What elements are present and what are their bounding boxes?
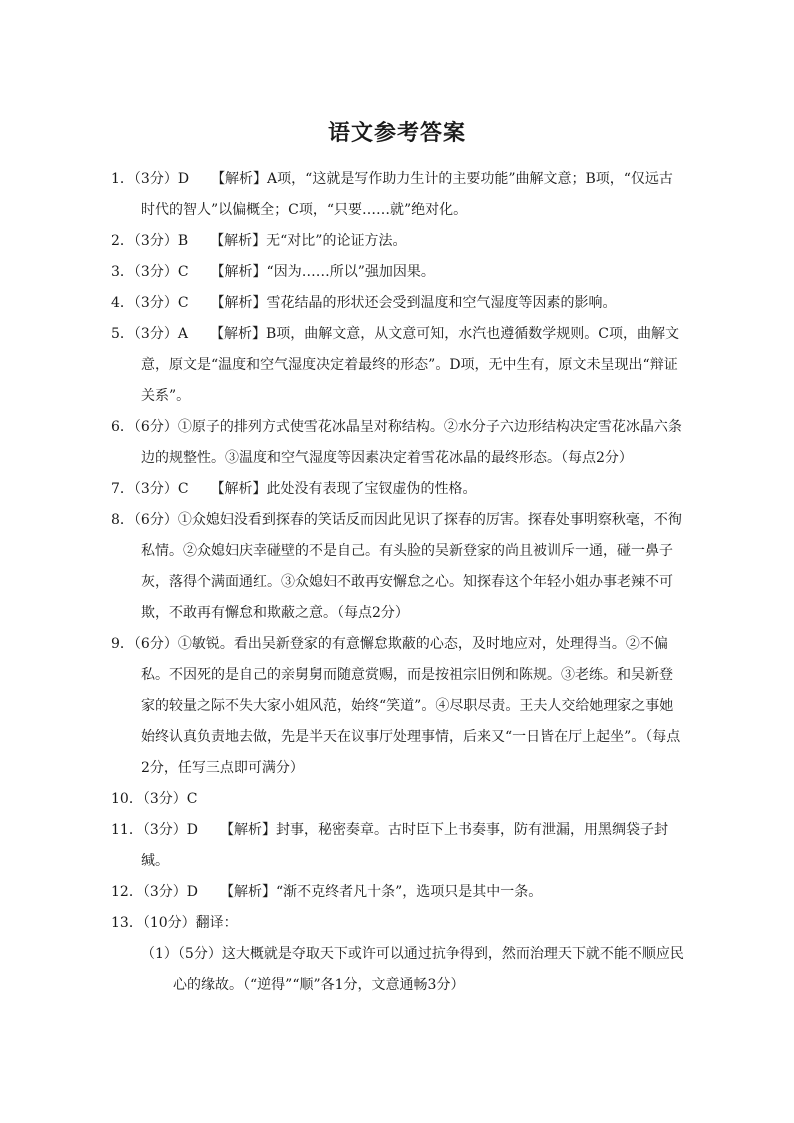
item-number: 9． [111,636,134,652]
item-score: （3分）D [142,822,198,838]
item-number: 10． [111,791,143,807]
item-score: （3分）C [133,295,189,311]
item-explanation: 【解析】B项，曲解文意，从文意可知，水汽也遵循数学规则。C项，曲解文意，原文是“温度和空气湿度决定着最终的形态”。D项，无中生有，原文未呈现出“辩证关系”。 [141,326,679,404]
answer-item-9 [111,629,686,784]
item-number: 8． [111,512,134,528]
item-number: 2． [111,233,134,249]
item-score: （3分）C [133,264,189,280]
item-explanation: 【解析】“因为……所以”强加因果。 [210,264,435,280]
item-explanation: 【解析】无“对比”的论证方法。 [210,233,407,249]
item-explanation: 【解析】雪花结晶的形状还会受到温度和空气湿度等因素的影响。 [210,295,617,311]
item-score: （3分）A [133,326,188,342]
item-number: 6． [111,419,134,435]
answer-item-13 [111,908,686,939]
answer-item-11 [111,815,686,877]
item-number: 5． [111,326,134,342]
item-number: 4． [111,295,134,311]
subitem-text: 这大概就是夺取天下或许可以通过抗争得到，然而治理天下就不能不顺应民心的缘故。（“逆得”“顺”各1分，文意通畅3分） [173,946,684,993]
answer-item-5 [111,319,686,412]
answer-item-4 [111,288,686,319]
item-score: （10分） [142,915,196,931]
answer-item-2 [111,226,686,257]
item-score: （3分）C [142,791,198,807]
item-number: 7． [111,481,134,497]
item-explanation: ①敏锐。看出吴新登家的有意懈怠欺蔽的心态，及时地应对，处理得当。②不偏私。不因死的是自己的亲舅舅而随意赏赐，而是按祖宗旧例和陈规。③老练。和吴新登家的较量之际不失大家小姐风范，始终“笑道”。④尽职尽责。王夫人交给她理家之事她始终认真负责地去做，先是半天在议事厅处理事情，后来又“一日皆在厅上起坐”。（每点2分，任写三点即可满分） [141,636,681,776]
item-explanation: 【解析】封事，秘密奏章。古时臣下上书奏事，防有泄漏，用黑绸袋子封缄。 [141,822,668,869]
item-number: 13． [111,915,143,931]
item-score: （3分）D [142,884,198,900]
answer-item-7 [111,474,686,505]
item-number: 11． [111,822,143,838]
item-score: （3分）C [133,481,189,497]
item-number: 3． [111,264,134,280]
answer-item-8 [111,505,686,629]
item-explanation: 【解析】此处没有表现了宝钗虚伪的性格。 [210,481,477,497]
item-explanation: ①原子的排列方式使雪花冰晶呈对称结构。②水分子六边形结构决定雪花冰晶六条边的规整性。③温度和空气湿度等因素决定着雪花冰晶的最终形态。（每点2分） [141,419,682,466]
item-score: （3分）D [133,171,190,187]
item-explanation: 翻译： [195,915,238,931]
item-score: （3分）B [133,233,189,249]
item-score: （6分） [133,419,178,435]
answer-item-1 [111,164,686,226]
item-score: （6分） [133,512,178,528]
answer-item-6 [111,412,686,474]
answer-subitem-13-1 [111,939,686,1001]
item-explanation: 【解析】A项，“这就是写作助力生计的主要功能”曲解文意；B项，“仅远古时代的智人”以偏概全；C项，“只要……就”绝对化。 [141,171,673,218]
answer-item-3 [111,257,686,288]
item-explanation: ①众媳妇没看到探春的笑话反而因此见识了探春的厉害。探春处事明察秋毫，不徇私情。②众媳妇庆幸碰壁的不是自己。有头脸的吴新登家的尚且被训斥一通，碰一鼻子灰，落得个满面通红。③众媳妇不敢再安懈怠之心。知探春这个年轻小姐办事老辣不可欺，不敢再有懈怠和欺蔽之意。（每点2分） [141,512,682,621]
subitem-label: （1）（5分） [141,946,222,962]
page-title: 语文参考答案 [327,121,466,146]
answer-item-10 [111,784,686,815]
item-explanation: 【解析】“渐不克终者凡十条”，选项只是其中一条。 [219,884,543,900]
item-number: 12． [111,884,143,900]
answer-item-12 [111,877,686,908]
answer-list [111,164,686,1001]
item-number: 1． [111,171,134,187]
item-score: （6分） [133,636,178,652]
